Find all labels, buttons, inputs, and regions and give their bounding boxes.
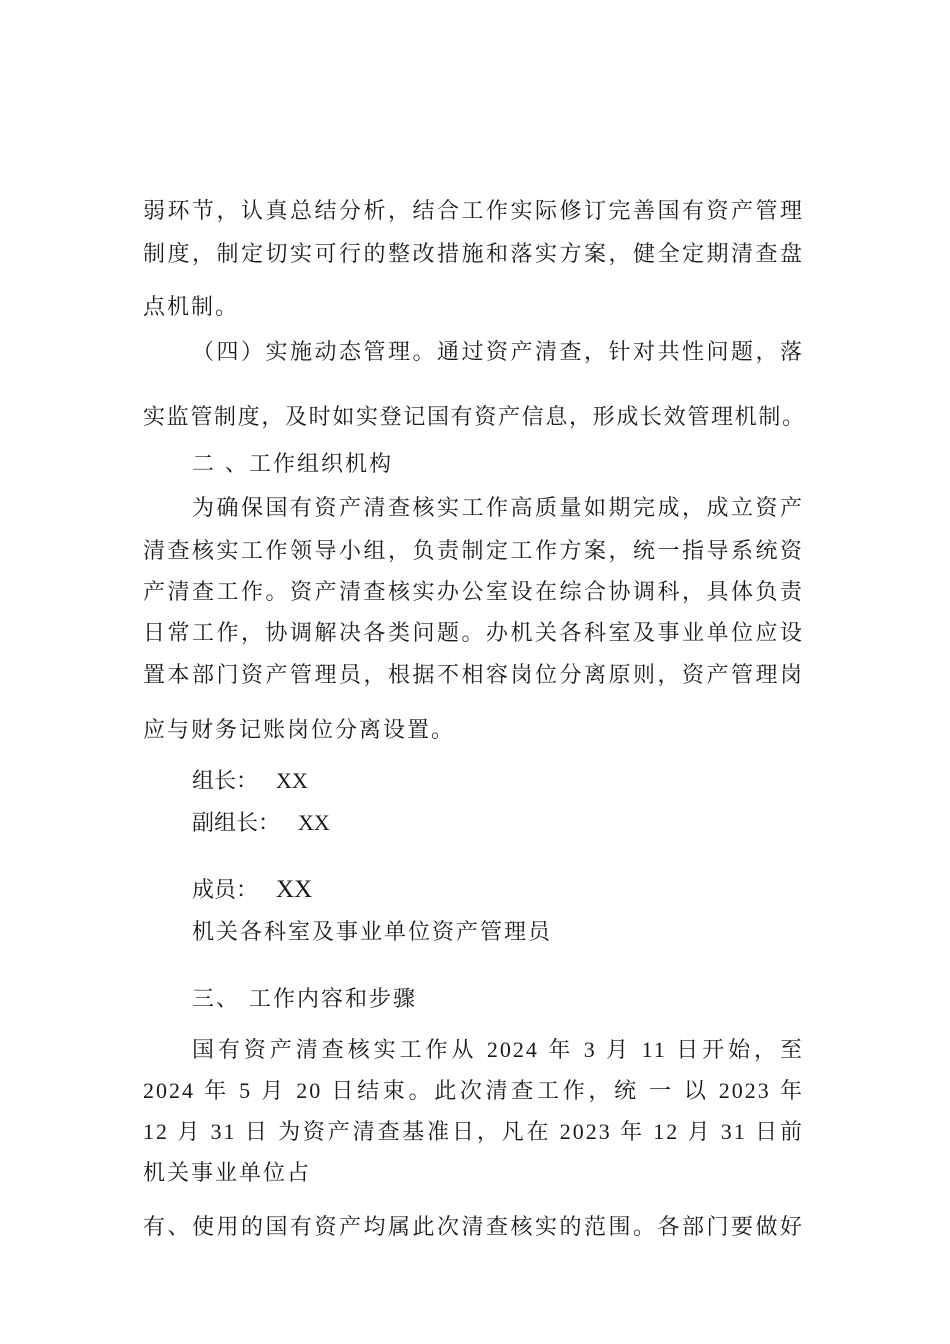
members-row: [192, 875, 312, 906]
paragraph-line: 2024 年 5 月 20 日结束。此次清查工作，统 一 以 2023 年: [143, 1078, 804, 1103]
paragraph-line: 清查核实工作领导小组，负责制定工作方案，统一指导系统资: [143, 539, 804, 564]
section-heading-3: 三、 工作内容和步骤: [192, 987, 417, 1012]
paragraph-line: 日常工作，协调解决各类问题。办机关各科室及事业单位应设: [143, 621, 804, 646]
paragraph-line: 应与财务记账岗位分离设置。: [143, 718, 456, 743]
paragraph-line: 制度，制定切实可行的整改措施和落实方案，健全定期清查盘: [143, 242, 804, 267]
deputy-label: 副组长：: [192, 811, 281, 836]
paragraph-line: 12 月 31 日 为资产清查基准日，凡在 2023 年 12 月 31 日前: [143, 1119, 804, 1144]
paragraph-line: 国有资产清查核实工作从 2024 年 3 月 11 日开始，至: [192, 1037, 804, 1062]
paragraph-line: 有、使用的国有资产均属此次清查核实的范围。各部门要做好: [143, 1215, 804, 1240]
section-heading-2: 二 、工作组织机构: [192, 452, 393, 477]
paragraph-line: 机关事业单位占: [143, 1161, 312, 1186]
deputy-value: XX: [298, 810, 330, 835]
leader-label: 组长：: [192, 769, 259, 794]
paragraph-line: 为确保国有资产清查核实工作高质量如期完成，成立资产: [192, 496, 804, 521]
paragraph-line: 弱环节，认真总结分析，结合工作实际修订完善国有资产管理: [143, 199, 804, 224]
deputy-row: [192, 808, 330, 839]
leader-value: XX: [276, 768, 308, 793]
paragraph-line: 产清查工作。资产清查核实办公室设在综合协调科，具体负责: [143, 580, 804, 605]
members-label: 成员：: [192, 878, 259, 903]
section-heading-4: （四）实施动态管理。通过资产清查，针对共性问题，落: [192, 340, 804, 365]
paragraph-line: 置本部门资产管理员，根据不相容岗位分离原则，资产管理岗: [143, 663, 804, 688]
members-value: XX: [276, 876, 313, 903]
paragraph-line: 点机制。: [143, 295, 240, 320]
paragraph-line: 实监管制度，及时如实登记国有资产信息，形成长效管理机制。: [143, 405, 804, 430]
leader-row: [192, 766, 308, 797]
members-description: 机关各科室及事业单位资产管理员: [192, 920, 553, 945]
